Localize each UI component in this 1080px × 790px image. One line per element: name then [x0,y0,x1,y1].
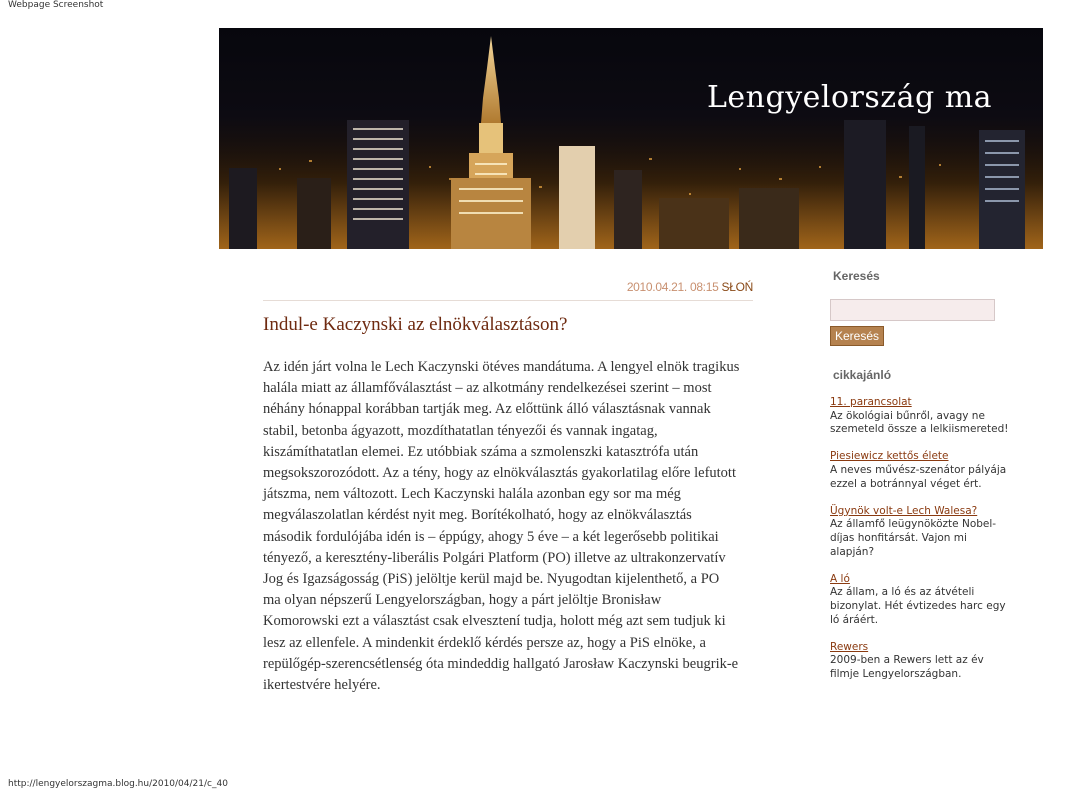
status-url: http://lengyelorszagma.blog.hu/2010/04/21/c_40 [8,779,228,789]
recommend-desc: Az állam, a ló és az átvételi bizonylat. Hét évtizedes harc egy ló áráért. [830,586,1006,626]
recommend-list [830,396,1010,704]
post-meta [263,280,753,294]
body-line: lesz az ellenfele. A mindenkit érdeklő kérdés persze az, hogy a PiS elnöke, a [263,634,706,651]
body-line: Komorowski ezt a választást csak elvesztení tudja, holott még azt sem tudjuk ki [263,613,726,630]
body-line: stabil, betonba ágyazott, mozdíthatatlan tényezői és vannak ingatag, [263,422,658,439]
recommend-link[interactable]: Ügynök volt-e Lech Walesa? [830,504,978,517]
recommend-desc: Az ökológiai bűnről, avagy ne szemeteld össze a lelkiismereted! [830,409,1009,436]
recommend-heading: cikkajánló [833,368,892,382]
recommend-desc: A neves művész-szenátor pályája ezzel a botránnyal véget ért. [830,463,1007,490]
recommend-link[interactable]: Piesiewicz kettős élete [830,450,949,463]
recommend-desc: Az államfő leügynöközte Nobel-díjas honfitársát. Vajon mi alapján? [830,518,997,558]
body-line: második fordulójába idén is – éppúgy, ahogy 5 éve – a két legerősebb politikai [263,528,719,545]
recommend-desc: 2009-ben a Rewers lett az év filmje Lengyelországban. [830,654,984,680]
post-body [263,357,755,696]
body-line: tényező, a keresztény-liberális Polgári Platform (PO) illetve az ultrakonzervatív [263,549,726,566]
recommend-link[interactable]: 11. parancsolat [830,396,912,408]
search-button[interactable]: Keresés [830,326,884,346]
header-banner[interactable] [219,28,1043,249]
post-author-link[interactable]: SŁOŃ [721,280,753,294]
list-item [830,396,1010,437]
body-line: néhány hónappal korábban tartják meg. Az előttünk álló választásnak vannak [263,401,711,418]
body-line: repülőgép-szerencsétlenség óta mindeddig hallgató Jarosław Kaczynski beugrik-e [263,655,739,672]
search-input[interactable] [830,299,995,321]
body-line: Az idén járt volna le Lech Kaczynski ötéves mandátuma. A lengyel elnök tragikus [263,359,740,375]
body-line: ikertestvére helyére. [263,677,381,694]
post-date: 2010.04.21. 08:15 [626,280,719,294]
body-line: megválaszolatlan kérdést nyit meg. Borítékolható, hogy az elnökválasztás [263,507,692,524]
site-title[interactable]: Lengyelország ma [707,80,993,115]
body-line: kiszámíthatatlan elemei. Ez utóbbiak száma a szmolenszki katasztrófa után [263,443,699,460]
recommend-link[interactable]: A ló [830,572,850,585]
list-item [830,641,1010,682]
body-line: ma olyan népszerű Lengyelországban, hogy a párt jelöltje Bronisław [263,592,662,609]
recommend-link[interactable]: Rewers [830,640,869,653]
list-item [830,573,1010,627]
post-divider [263,300,753,301]
city-skyline-image [219,28,1043,249]
search-heading: Keresés [833,269,880,283]
screenshot-label: Webpage Screenshot [8,0,104,10]
list-item [830,450,1010,491]
body-line: Jog és Igazságosság (PiS) jelöltje kerül majd be. Nyugodtan kijelenthető, a PO [263,571,720,588]
body-line: megsokszorozódott. Az a tény, hogy az elnökválasztás gyakorlatilag előre lefutott [263,465,736,482]
list-item [830,505,1010,559]
post-title[interactable]: Indul-e Kaczynski az elnökválasztáson? [263,314,568,335]
body-line: játszma, nem változott. Lech Kaczynski halála azonban egy sor ma még [263,486,681,503]
body-line: halála miatt az államfőválasztást – az alkotmány rendelkezései szerint – most [263,380,712,397]
